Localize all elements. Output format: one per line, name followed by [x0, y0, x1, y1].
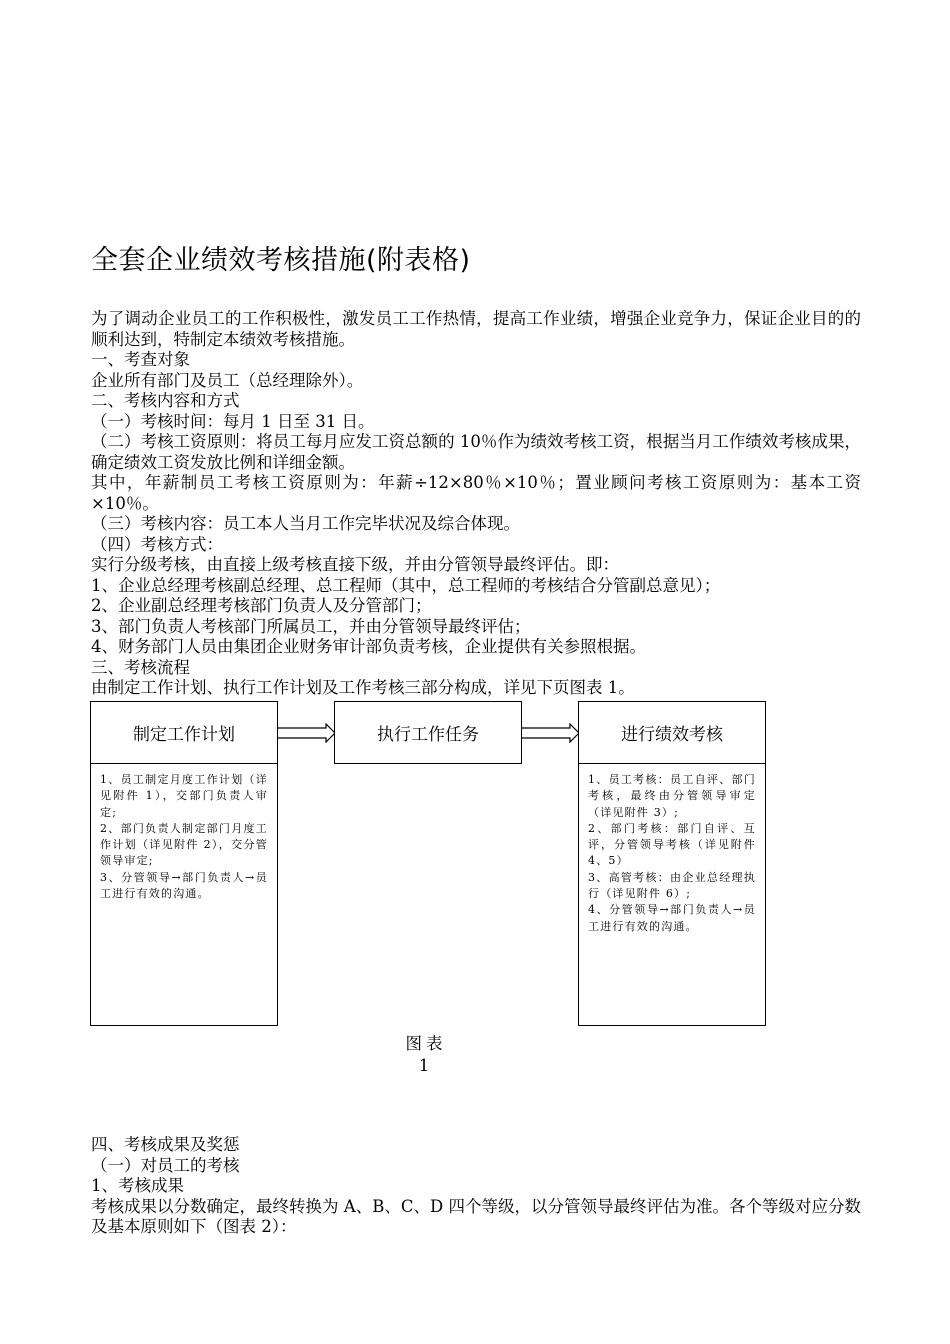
- intro-section: [91, 309, 861, 699]
- plan-item: 1、员工制定月度工作计划（详见附件 1），交部门负责人审定;: [100, 773, 268, 819]
- plan-box-heading: 制定工作计划: [90, 701, 278, 764]
- plan-item: 3、分管领导→部门负责人→员工进行有效的沟通。: [100, 870, 268, 901]
- list-item: 3、部门负责人考核部门所属员工，并由分管领导最终评估；: [91, 616, 531, 636]
- evaluate-box-details: [578, 763, 766, 1026]
- execute-box-heading: 执行工作任务: [334, 701, 522, 764]
- list-item: 1、企业总经理考核副总经理、总工程师（其中，总工程师的考核结合分管副总意见）；: [91, 575, 721, 595]
- paragraph: （四）考核方式：: [91, 534, 223, 554]
- list-item: 2、企业副总经理考核部门负责人及分管部门；: [91, 596, 432, 615]
- paragraph: （二）考核工资原则：将员工每月应发工资总额的 10％作为绩效考核工资，根据当月工作绩效考核成果，确定绩效工资发放比例和详细金额。: [91, 432, 861, 472]
- section-heading: 三、考核流程: [91, 657, 190, 677]
- figure-caption: [404, 1033, 448, 1077]
- page-title: 全套企业绩效考核措施(附表格): [91, 245, 471, 276]
- section-heading: 四、考核成果及奖惩: [91, 1135, 240, 1154]
- evaluate-item: 2、部门考核：部门自评、互评，分管领导考核（详见附件 4、5）: [588, 821, 756, 868]
- results-section: [91, 1135, 861, 1238]
- evaluate-item: 4、分管领导→部门负责人→员工进行有效的沟通。: [588, 903, 756, 933]
- paragraph: 企业所有部门及员工（总经理除外）。: [91, 370, 364, 390]
- subsection-heading: 1、考核成果: [91, 1176, 184, 1195]
- section-heading: 二、考核内容和方式: [91, 391, 240, 410]
- figure-caption-label: 图表: [405, 1034, 447, 1053]
- subsection-heading: （一）对员工的考核: [91, 1155, 240, 1175]
- section-heading: 一、考查对象: [91, 350, 190, 369]
- plan-box-details: [90, 763, 278, 1026]
- paragraph: 由制定工作计划、执行工作计划及工作考核三部分构成，详见下页图表 1。: [91, 678, 635, 697]
- double-arrow-icon: [278, 723, 336, 743]
- plan-item: 2、部门负责人制定部门月度工作计划（详见附件 2），交分管领导审定;: [100, 821, 268, 868]
- paragraph: （三）考核内容：员工本人当月工作完毕状况及综合体现。: [91, 514, 520, 533]
- paragraph: 考核成果以分数确定，最终转换为 A、B、C、D 四个等级，以分管领导最终评估为准。各个等级对应分数及基本原则如下（图表 2）：: [91, 1196, 861, 1236]
- paragraph: 为了调动企业员工的工作积极性，激发员工工作热情，提高工作业绩，增强企业竞争力，保证企业目的的顺利达到，特制定本绩效考核措施。: [91, 309, 861, 349]
- paragraph: 实行分级考核，由直接上级考核直接下级，并由分管领导最终评估。即：: [91, 555, 619, 574]
- figure-caption-number: 1: [418, 1056, 434, 1075]
- double-arrow-icon: [522, 723, 580, 743]
- evaluate-item: 1、员工考核：员工自评、部门考核，最终由分管领导审定（详见附件 3）;: [588, 773, 756, 819]
- paragraph: 其中，年薪制员工考核工资原则为：年薪÷12×80％×10％；置业顾问考核工资原则为：基本工资×10％。: [91, 473, 861, 513]
- evaluate-box-heading: 进行绩效考核: [578, 701, 766, 764]
- list-item: 4、财务部门人员由集团企业财务审计部负责考核，企业提供有关参照根据。: [91, 637, 646, 656]
- paragraph: （一）考核时间：每月 1 日至 31 日。: [91, 411, 375, 431]
- evaluate-item: 3、高管考核：由企业总经理执行（详见附件 6）;: [588, 870, 756, 901]
